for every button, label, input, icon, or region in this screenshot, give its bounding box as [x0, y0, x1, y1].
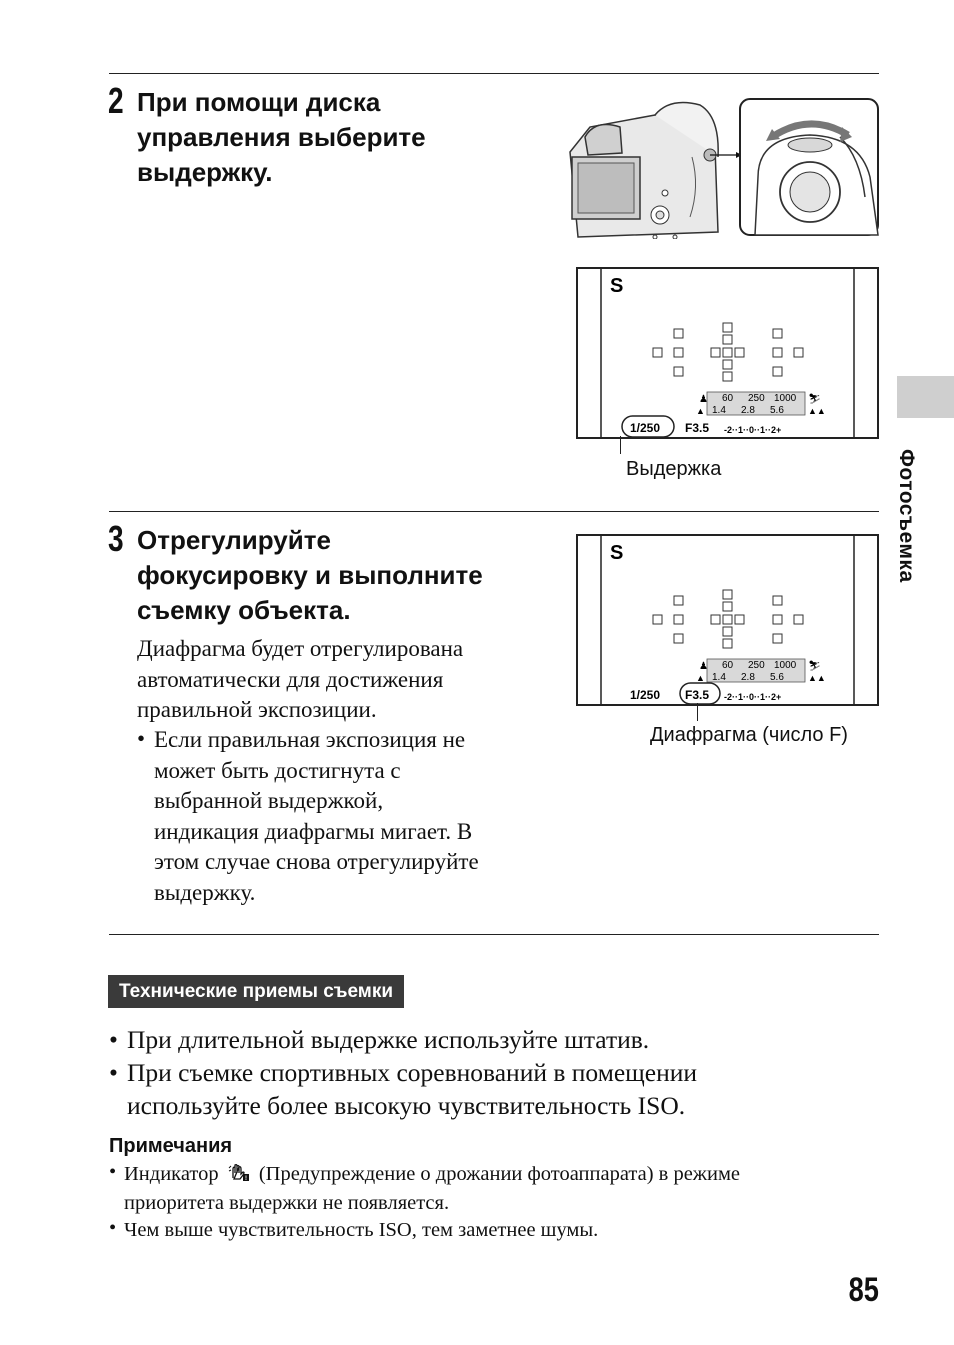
scale-top-1: 60 [722, 660, 734, 671]
step-3-title [137, 523, 483, 628]
scale-bottom-3: 5.6 [770, 405, 784, 416]
techniques-label: Технические приемы съемки [108, 975, 404, 1008]
viewfinder-graphic-1 [578, 269, 877, 437]
scale-bottom-1: 1.4 [712, 672, 726, 683]
camera-shake-icon [228, 1161, 250, 1189]
step-3-body-line-3: правильной экспозиции. [137, 697, 377, 722]
step-2-title-line-2: управления выберите [137, 122, 426, 152]
technique-2-text [127, 1056, 697, 1122]
mode-indicator: S [610, 542, 624, 564]
step-3-bullet-line-1: Если правильная экспозиция не [154, 727, 466, 752]
camera-illustration [560, 97, 880, 239]
aperture-readout: F3.5 [685, 688, 710, 702]
top-rule [109, 73, 879, 74]
svg-text:♟: ♟ [699, 661, 708, 672]
scale-top-1: 60 [722, 393, 734, 404]
step-2-title-line-3: выдержку. [137, 157, 273, 187]
step-3-bullet-line-5: этом случае снова отрегулируйте [154, 849, 479, 874]
svg-text:▲: ▲ [696, 406, 705, 416]
ev-scale: -2··1··0··1··2+ [724, 692, 782, 702]
aperture-callout-line [697, 703, 698, 721]
shutter-readout: 1/250 [630, 688, 661, 702]
scale-top-2: 250 [748, 660, 765, 671]
ev-scale: -2··1··0··1··2+ [724, 425, 782, 435]
note-1-line-2: приоритета выдержки не появляется. [124, 1192, 450, 1215]
note-1-line-1 [124, 1160, 884, 1189]
step-3-title-line-2: фокусировку и выполните [137, 560, 483, 590]
technique-2-line-2: используйте более высокую чувствительность ISO. [127, 1091, 686, 1120]
technique-1-line-1: При длительной выдержке используйте штатив. [127, 1025, 650, 1054]
note-1-before: Индикатор [124, 1163, 219, 1185]
aperture-readout: F3.5 [685, 421, 710, 435]
step-2-title [137, 85, 426, 190]
step-3-title-line-1: Отрегулируйте [137, 525, 331, 555]
step-3-bullet-text [154, 725, 479, 908]
notes-title: Примечания [109, 1135, 233, 1157]
viewfinder-screen-aperture [576, 534, 879, 706]
step-2-number: 2 [108, 80, 124, 121]
svg-text:▲▲: ▲▲ [808, 406, 826, 416]
note-1 [124, 1160, 884, 1217]
scale-top-3: 1000 [774, 660, 797, 671]
step-2-title-line-1: При помощи диска [137, 87, 381, 117]
scale-bottom-2: 2.8 [741, 405, 755, 416]
shutter-readout: 1/250 [630, 421, 661, 435]
svg-text:♟: ♟ [699, 394, 708, 405]
section-tab [897, 376, 954, 418]
scale-bottom-2: 2.8 [741, 672, 755, 683]
svg-text:!: ! [244, 1176, 247, 1182]
technique-2-bullet: • [109, 1058, 118, 1087]
step-3-bullet-line-3: выбранной выдержкой, [154, 788, 384, 813]
svg-text:⛷: ⛷ [808, 394, 821, 405]
step-3-number: 3 [108, 518, 124, 559]
mode-indicator: S [610, 275, 624, 297]
svg-text:▲▲: ▲▲ [808, 673, 826, 683]
note-2-bullet: • [109, 1217, 117, 1239]
svg-text:⛷: ⛷ [808, 661, 821, 672]
shutter-caption: Выдержка [626, 458, 722, 480]
step-3-body-line-2: автоматически для достижения [137, 666, 444, 692]
shutter-callout-line [620, 436, 621, 454]
note-2: Чем выше чувствительность ISO, тем заметнее шумы. [124, 1219, 599, 1241]
step-3-bullet-mark: • [137, 726, 146, 751]
note-1-bullet: • [109, 1161, 117, 1183]
step-3-bullet-line-2: может быть достигнута с [154, 757, 401, 783]
scale-top-3: 1000 [774, 393, 797, 404]
section-rule-3 [109, 934, 879, 935]
viewfinder-graphic-2 [578, 536, 877, 704]
scale-bottom-3: 5.6 [770, 672, 784, 683]
svg-text:▲: ▲ [696, 673, 705, 683]
note-1-after: (Предупреждение о дрожании фотоаппарата) в режиме [258, 1163, 741, 1185]
viewfinder-screen-shutter [576, 267, 879, 439]
technique-1-text [127, 1023, 649, 1056]
aperture-caption: Диафрагма (число F) [650, 724, 848, 746]
section-rule-2 [109, 511, 879, 512]
section-side-label: Фотосъемка [895, 449, 918, 583]
scale-top-2: 250 [748, 393, 765, 404]
step-3-bullet-line-4: индикация диафрагмы мигает. В [154, 818, 473, 844]
scale-bottom-1: 1.4 [712, 405, 726, 416]
technique-2-line-1: При съемке спортивных соревнований в помещении [127, 1058, 698, 1087]
step-3-body [137, 634, 463, 726]
step-3-body-line-1: Диафрагма будет отрегулирована [137, 636, 464, 661]
step-3-title-line-3: съемку объекта. [137, 595, 351, 625]
step-3-bullet-line-6: выдержку. [154, 879, 256, 905]
technique-1-bullet: • [109, 1025, 118, 1054]
page-number: 85 [848, 1271, 879, 1309]
